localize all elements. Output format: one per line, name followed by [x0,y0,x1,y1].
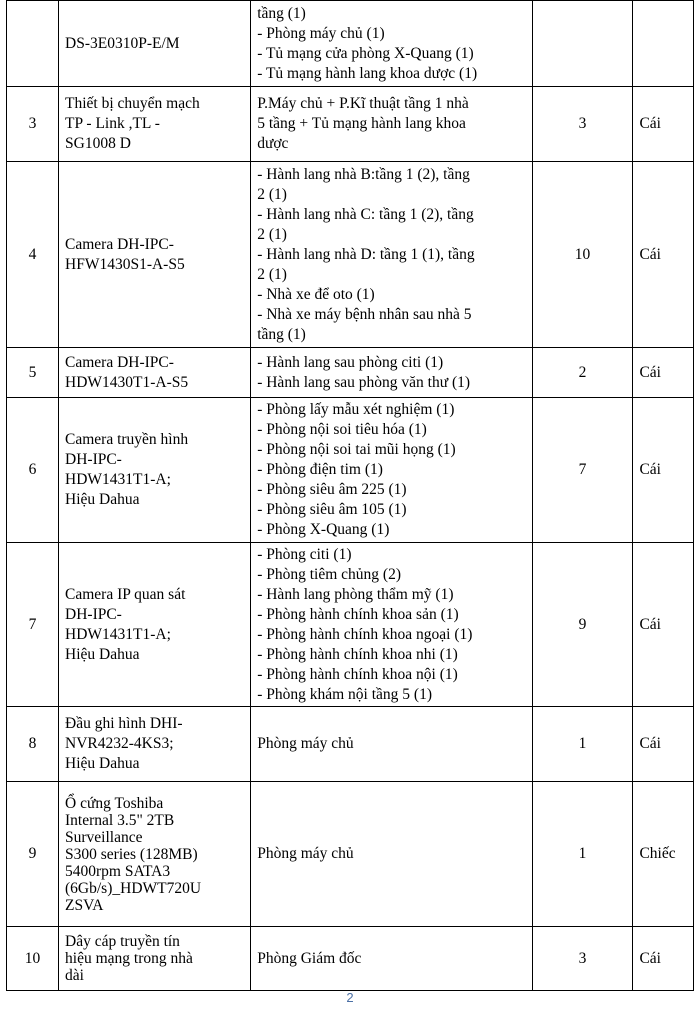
unit: Cái [633,927,694,991]
location-line: - Phòng siêu âm 105 (1) [257,501,407,518]
equipment-name [59,348,251,398]
location-line: - Phòng lấy mẫu xét nghiệm (1) [257,401,455,418]
location-line: - Hành lang phòng thẩm mỹ (1) [257,585,454,603]
equipment-name [59,927,251,991]
equipment-name-line: HFW1430S1-A-S5 [65,255,185,273]
quantity: 2 [532,348,633,398]
quantity: 3 [532,87,633,162]
row-number: 5 [7,348,59,398]
location-line: - Phòng máy chủ (1) [257,24,385,42]
equipment-name-line: Surveillance [65,828,143,846]
location-line: - Phòng khám nội tầng 5 (1) [257,685,432,703]
location-line: - Tủ mạng cửa phòng X-Quang (1) [257,44,474,62]
equipment-name-line: Internal 3.5" 2TB [65,811,175,829]
equipment-name-line: Camera truyền hình [65,431,189,448]
equipment-name-line: HDW1431T1-A; [65,471,171,488]
equipment-name [59,87,251,162]
equipment-name-line: ZSVA [65,896,104,914]
install-location [251,87,532,162]
equipment-name-line: S300 series (128MB) [65,845,198,863]
location-line: - Hành lang sau phòng citi (1) [257,353,444,371]
unit: Chiếc [633,782,694,927]
equipment-name-line: Thiết bị chuyển mạch [65,95,200,112]
location-line: - Hành lang nhà D: tầng 1 (1), tầng [257,245,475,263]
location-line: P.Máy chủ + P.Kĩ thuật tầng 1 nhà [257,95,469,112]
equipment-name-line: NVR4232-4KS3; [65,735,174,752]
unit: Cái [633,348,694,398]
equipment-name [59,707,251,782]
equipment-name-line: Đầu ghi hình DHI- [65,715,183,732]
equipment-name-line: Hiệu Dahua [65,491,140,508]
location-line: tầng (1) [257,325,306,343]
table-row [7,1,694,87]
equipment-name [59,1,251,87]
install-location [251,782,532,927]
install-location [251,398,532,543]
table-row [7,398,694,543]
row-number: 10 [7,927,59,991]
equipment-name-line: Camera DH-IPC- [65,353,174,371]
row-number: 8 [7,707,59,782]
unit: Cái [633,707,694,782]
equipment-name-line: Hiệu Dahua [65,755,140,772]
location-line: 2 (1) [257,225,287,243]
location-line: - Phòng hành chính khoa nhi (1) [257,645,458,663]
equipment-name [59,543,251,707]
row-number: 6 [7,398,59,543]
location-line: - Nhà xe để oto (1) [257,285,375,303]
row-number [7,1,59,87]
quantity [532,1,633,87]
equipment-name-line: DS-3E0310P-E/M [65,34,180,52]
location-line: - Phòng citi (1) [257,545,352,563]
quantity: 10 [532,162,633,348]
unit: Cái [633,162,694,348]
equipment-name-line: (6Gb/s)_HDWT720U [65,879,202,897]
page-number: 2 [346,990,354,1005]
equipment-name-line: HDW1430T1-A-S5 [65,373,189,391]
location-line: - Phòng nội soi tiêu hóa (1) [257,421,427,438]
equipment-name-line: Ổ cứng Toshiba [65,794,164,812]
row-number: 3 [7,87,59,162]
location-line: Phòng máy chủ [257,735,354,752]
location-line: - Phòng hành chính khoa sản (1) [257,605,459,623]
location-line: - Phòng nội soi tai mũi họng (1) [257,441,456,458]
unit: Cái [633,543,694,707]
install-location [251,707,532,782]
equipment-name-line: DH-IPC- [65,451,122,468]
table-row [7,87,694,162]
equipment-name [59,162,251,348]
equipment-name-line: 5400rpm SATA3 [65,862,171,880]
equipment-name-line: hiệu mạng trong nhà [65,950,193,967]
equipment-name-line: Dây cáp truyền tín [65,933,180,950]
equipment-name-line: HDW1431T1-A; [65,625,171,643]
location-line: Phòng máy chủ [257,845,354,862]
quantity: 1 [532,782,633,927]
quantity: 7 [532,398,633,543]
row-number: 7 [7,543,59,707]
quantity: 9 [532,543,633,707]
table-row [7,782,694,927]
row-number: 9 [7,782,59,927]
row-number: 4 [7,162,59,348]
equipment-name-line: Hiệu Dahua [65,645,140,663]
location-line: - Phòng X-Quang (1) [257,521,390,538]
unit [633,1,694,87]
table-row [7,162,694,348]
quantity: 1 [532,707,633,782]
location-line: - Phòng tiêm chủng (2) [257,565,401,583]
equipment-name-line: Camera IP quan sát [65,585,186,603]
location-line: - Hành lang nhà C: tầng 1 (2), tầng [257,205,474,223]
table-row [7,707,694,782]
install-location [251,162,532,348]
location-line: 2 (1) [257,185,287,203]
location-line: - Phòng hành chính khoa nội (1) [257,665,458,683]
location-line: - Tủ mạng hành lang khoa dược (1) [257,64,478,82]
location-line: - Nhà xe máy bệnh nhân sau nhà 5 [257,305,472,323]
location-line: - Phòng hành chính khoa ngoại (1) [257,625,473,643]
location-line: - Hành lang sau phòng văn thư (1) [257,373,471,391]
unit: Cái [633,87,694,162]
location-line: 5 tầng + Tủ mạng hành lang khoa [257,115,466,132]
equipment-name [59,782,251,927]
equipment-name-line: DH-IPC- [65,605,122,623]
location-line: Phòng Giám đốc [257,949,362,967]
install-location [251,1,532,87]
location-line: - Phòng siêu âm 225 (1) [257,481,407,498]
equipment-name-line: dài [65,967,84,984]
equipment-name-line: TP - Link ,TL - [65,115,160,132]
unit: Cái [633,398,694,543]
equipment-name-line: Camera DH-IPC- [65,235,174,253]
quantity: 3 [532,927,633,991]
location-line: tầng (1) [257,4,306,22]
equipment-table [6,0,694,991]
equipment-name-line: SG1008 D [65,135,131,152]
table-row [7,348,694,398]
table-row [7,927,694,991]
location-line: - Phòng điện tim (1) [257,461,383,478]
install-location [251,543,532,707]
table-row [7,543,694,707]
location-line: - Hành lang nhà B:tầng 1 (2), tầng [257,165,470,183]
equipment-name [59,398,251,543]
location-line: 2 (1) [257,265,287,283]
install-location [251,348,532,398]
install-location [251,927,532,991]
location-line: dược [257,135,289,152]
